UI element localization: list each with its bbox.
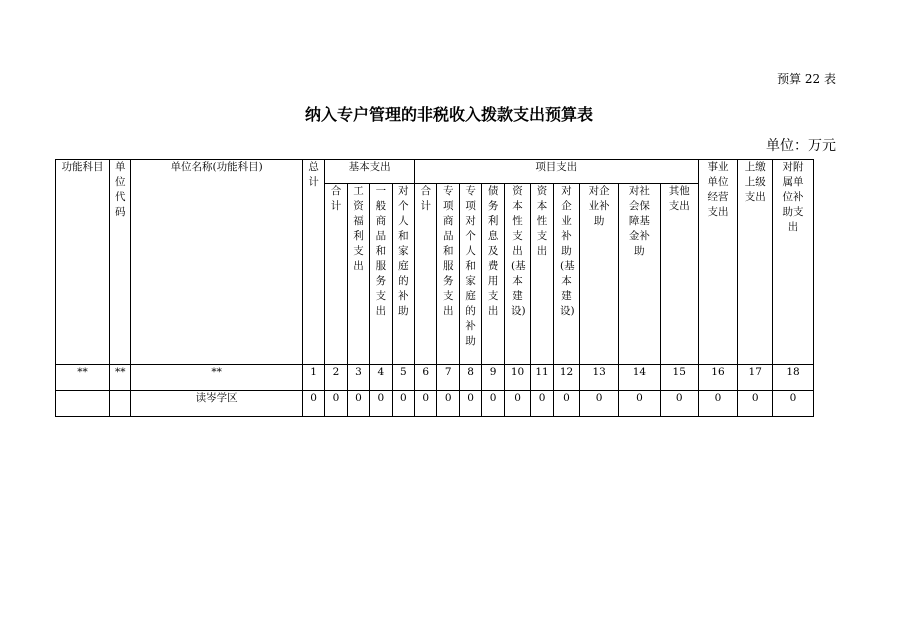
- header-basic-expenditure: 基本支出: [325, 160, 415, 184]
- header-social-security: 对社会保障基金补助: [619, 184, 661, 365]
- data-cell: 0: [553, 391, 580, 417]
- header-project-expenditure: 项目支出: [415, 160, 699, 184]
- index-cell: 2: [325, 365, 347, 391]
- index-cell: 4: [370, 365, 392, 391]
- index-cell: 13: [580, 365, 619, 391]
- index-cell: 5: [392, 365, 414, 391]
- index-cell: 7: [437, 365, 459, 391]
- data-cell: 0: [370, 391, 392, 417]
- index-cell: 12: [553, 365, 580, 391]
- data-unit-code: [110, 391, 131, 417]
- index-cell: 18: [773, 365, 814, 391]
- data-cell: 0: [619, 391, 661, 417]
- index-cell: 15: [660, 365, 698, 391]
- budget-table: [55, 159, 814, 417]
- header-goods-services: 一般商品和服务支出: [370, 184, 392, 365]
- header-personal-subsidy: 对个人和家庭的补助: [392, 184, 414, 365]
- data-cell: 0: [325, 391, 347, 417]
- data-cell: 0: [459, 391, 481, 417]
- header-project-total: 合计: [415, 184, 437, 365]
- header-capital-basic: 资本性支出(基本建设): [504, 184, 531, 365]
- unit-label: 单位：万元: [766, 138, 836, 154]
- header-business-expenditure: 事业单位经营支出: [698, 160, 738, 365]
- data-cell: 0: [302, 391, 324, 417]
- data-cell: 0: [531, 391, 553, 417]
- header-affiliated-subsidy: 对附属单位补助支出: [773, 160, 814, 365]
- index-cell: 1: [302, 365, 324, 391]
- data-func-subject: [56, 391, 110, 417]
- header-unit-code: 单位代码: [110, 160, 131, 365]
- table-number: 预算 22 表: [777, 72, 836, 86]
- data-cell: 0: [347, 391, 369, 417]
- index-cell: 9: [482, 365, 504, 391]
- header-upper-expenditure: 上缴上级支出: [738, 160, 773, 365]
- data-unit-name: 读岑学区: [131, 391, 302, 417]
- index-unit-code: **: [110, 365, 131, 391]
- header-total: 总计: [302, 160, 324, 365]
- table-row: [56, 391, 814, 417]
- index-unit-name: **: [131, 365, 302, 391]
- header-project-personal: 专项对个人和家庭的补助: [459, 184, 481, 365]
- data-cell: 0: [580, 391, 619, 417]
- header-enterprise-subsidy: 对企业补助: [580, 184, 619, 365]
- header-func-subject: 功能科目: [56, 160, 110, 365]
- header-capital: 资本性支出: [531, 184, 553, 365]
- header-basic-total: 合计: [325, 184, 347, 365]
- page-title: 纳入专户管理的非税收入拨款支出预算表: [304, 105, 593, 124]
- index-cell: 10: [504, 365, 531, 391]
- data-cell: 0: [698, 391, 738, 417]
- data-cell: 0: [504, 391, 531, 417]
- index-cell: 14: [619, 365, 661, 391]
- data-cell: 0: [392, 391, 414, 417]
- index-cell: 6: [415, 365, 437, 391]
- header-unit-name: 单位名称(功能科目): [131, 160, 302, 365]
- data-cell: 0: [738, 391, 773, 417]
- index-cell: 11: [531, 365, 553, 391]
- header-debt-interest: 债务利息及费用支出: [482, 184, 504, 365]
- index-cell: 3: [347, 365, 369, 391]
- header-other: 其他支出: [660, 184, 698, 365]
- index-cell: 17: [738, 365, 773, 391]
- data-cell: 0: [437, 391, 459, 417]
- data-cell: 0: [773, 391, 814, 417]
- data-cell: 0: [660, 391, 698, 417]
- index-cell: 8: [459, 365, 481, 391]
- header-project-goods: 专项商品和服务支出: [437, 184, 459, 365]
- data-cell: 0: [415, 391, 437, 417]
- data-cell: 0: [482, 391, 504, 417]
- header-enterprise-basic: 对企业补助(基本建设): [553, 184, 580, 365]
- header-wages: 工资福利支出: [347, 184, 369, 365]
- index-func-subject: **: [56, 365, 110, 391]
- index-cell: 16: [698, 365, 738, 391]
